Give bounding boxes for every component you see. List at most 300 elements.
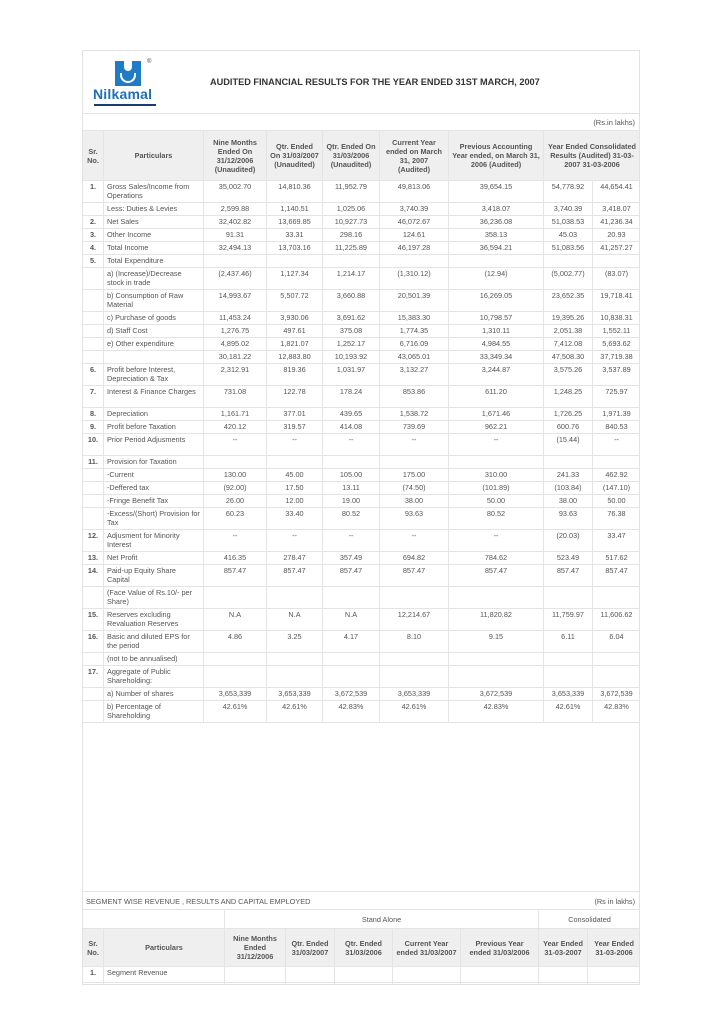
row-value: 32,494.13 bbox=[204, 242, 267, 255]
row-sr-no: 4. bbox=[83, 242, 104, 255]
table-row bbox=[83, 351, 641, 364]
row-value: 46,197.28 bbox=[380, 242, 449, 255]
segment-cell bbox=[393, 983, 461, 986]
row-particulars bbox=[104, 351, 204, 364]
row-particulars: -Excess/(Short) Provision for Tax bbox=[104, 508, 204, 530]
logo-text: Nilkamal bbox=[93, 86, 153, 102]
row-value: (74.50) bbox=[380, 482, 449, 495]
segment-cell bbox=[286, 967, 335, 983]
row-value bbox=[544, 666, 593, 688]
table-row bbox=[83, 229, 641, 242]
col-header-consolidated: Year Ended Consolidated Results (Audited) 31-03-2007 31-03-2006 bbox=[544, 131, 641, 181]
row-value: 462.92 bbox=[593, 469, 641, 482]
row-value: 38.00 bbox=[380, 495, 449, 508]
row-value bbox=[380, 456, 449, 469]
table-row bbox=[83, 565, 641, 587]
row-value: 6.04 bbox=[593, 631, 641, 653]
table-row bbox=[83, 364, 641, 386]
row-value: N.A bbox=[323, 609, 380, 631]
row-particulars: Provision for Taxation bbox=[104, 456, 204, 469]
row-value: 3,418.07 bbox=[593, 203, 641, 216]
row-value: 5,693.62 bbox=[593, 338, 641, 351]
row-value: 1,248.25 bbox=[544, 386, 593, 408]
row-value: 3,672,539 bbox=[323, 688, 380, 701]
row-value: 42.83% bbox=[593, 701, 641, 723]
row-value: 32,402.82 bbox=[204, 216, 267, 229]
row-sr-no: 13. bbox=[83, 552, 104, 565]
row-sr-no: 11. bbox=[83, 456, 104, 469]
row-value: 51,038.53 bbox=[544, 216, 593, 229]
row-value: 6,716.09 bbox=[380, 338, 449, 351]
row-particulars: Depreciation bbox=[104, 408, 204, 421]
row-value bbox=[449, 666, 544, 688]
row-value: 130.00 bbox=[204, 469, 267, 482]
row-value: -- bbox=[204, 434, 267, 456]
row-sr-no: 17. bbox=[83, 666, 104, 688]
row-sr-no bbox=[83, 469, 104, 482]
row-value: 49,813.06 bbox=[380, 181, 449, 203]
row-value: 5,507.72 bbox=[267, 290, 323, 312]
row-sr-no bbox=[83, 290, 104, 312]
row-value: 1,310.11 bbox=[449, 325, 544, 338]
row-value: 278.47 bbox=[267, 552, 323, 565]
col-header-particulars: Particulars bbox=[104, 131, 204, 181]
table-row bbox=[83, 631, 641, 653]
row-sr-no bbox=[83, 508, 104, 530]
row-sr-no: 16. bbox=[83, 631, 104, 653]
row-particulars: a) (Increase)/Decrease stock in trade bbox=[104, 268, 204, 290]
table-row bbox=[83, 609, 641, 631]
row-value: 1,276.75 bbox=[204, 325, 267, 338]
row-value: 12,214.67 bbox=[380, 609, 449, 631]
seg-col-header-nine-months: Nine Months Ended 31/12/2006 bbox=[225, 929, 286, 967]
document-title: AUDITED FINANCIAL RESULTS FOR THE YEAR ENDED 31ST MARCH, 2007 bbox=[210, 77, 540, 87]
row-value bbox=[593, 653, 641, 666]
table-row bbox=[83, 421, 641, 434]
row-value: 1,971.39 bbox=[593, 408, 641, 421]
registered-mark: ® bbox=[147, 59, 152, 65]
row-value: 11,759.97 bbox=[544, 609, 593, 631]
row-particulars: (Face Value of Rs.10/- per Share) bbox=[104, 587, 204, 609]
row-value: 35,002.70 bbox=[204, 181, 267, 203]
row-value: 43,065.01 bbox=[380, 351, 449, 364]
table-row bbox=[83, 408, 641, 421]
row-value: 76.38 bbox=[593, 508, 641, 530]
col-header-qtr-2007: Qtr. Ended On 31/03/2007 (Unaudited) bbox=[267, 131, 323, 181]
segment-cell bbox=[335, 983, 393, 986]
row-sr-no bbox=[83, 312, 104, 325]
row-value: 857.47 bbox=[267, 565, 323, 587]
row-value: 122.78 bbox=[267, 386, 323, 408]
row-value: -- bbox=[323, 530, 380, 552]
row-sr-no bbox=[83, 701, 104, 723]
table-row bbox=[83, 701, 641, 723]
row-particulars: Aggregate of Public Shareholding: bbox=[104, 666, 204, 688]
row-value: 857.47 bbox=[323, 565, 380, 587]
row-particulars: Net Profit bbox=[104, 552, 204, 565]
row-value bbox=[323, 456, 380, 469]
row-sr-no bbox=[83, 268, 104, 290]
row-value bbox=[204, 653, 267, 666]
row-value: 3,930.06 bbox=[267, 312, 323, 325]
row-value: 739.69 bbox=[380, 421, 449, 434]
row-value: 377.01 bbox=[267, 408, 323, 421]
row-value: 2,051.38 bbox=[544, 325, 593, 338]
row-value: (12.94) bbox=[449, 268, 544, 290]
segment-title-row bbox=[83, 891, 639, 910]
segment-cell bbox=[539, 983, 588, 986]
table-row bbox=[83, 242, 641, 255]
row-value: 39,654.15 bbox=[449, 181, 544, 203]
segment-cell bbox=[393, 967, 461, 983]
table-row bbox=[83, 338, 641, 351]
row-value: 41,257.27 bbox=[593, 242, 641, 255]
row-value bbox=[593, 666, 641, 688]
row-particulars: Paid-up Equity Share Capital bbox=[104, 565, 204, 587]
row-value: 857.47 bbox=[593, 565, 641, 587]
row-value: -- bbox=[267, 530, 323, 552]
row-sr-no: 14. bbox=[83, 565, 104, 587]
row-value bbox=[323, 587, 380, 609]
row-particulars: (not to be annualised) bbox=[104, 653, 204, 666]
segment-title: SEGMENT WISE REVENUE , RESULTS AND CAPITAL EMPLOYED bbox=[86, 897, 311, 906]
row-value bbox=[593, 255, 641, 268]
row-value: (103.84) bbox=[544, 482, 593, 495]
col-header-qtr-2006: Qtr. Ended On 31/03/2006 (Unaudited) bbox=[323, 131, 380, 181]
row-value: 6.11 bbox=[544, 631, 593, 653]
logo-underline bbox=[94, 104, 156, 106]
row-value: 13,703.16 bbox=[267, 242, 323, 255]
row-value: 10,927.73 bbox=[323, 216, 380, 229]
table-row bbox=[83, 688, 641, 701]
row-value bbox=[267, 456, 323, 469]
segment-row-sr: 1. bbox=[83, 967, 104, 983]
row-value: -- bbox=[449, 434, 544, 456]
row-sr-no bbox=[83, 587, 104, 609]
row-value: 2,312.91 bbox=[204, 364, 267, 386]
row-value bbox=[267, 255, 323, 268]
row-value: 175.00 bbox=[380, 469, 449, 482]
row-value bbox=[593, 587, 641, 609]
segment-cell bbox=[225, 983, 286, 986]
row-value: (83.07) bbox=[593, 268, 641, 290]
row-value bbox=[323, 653, 380, 666]
row-value: N.A bbox=[267, 609, 323, 631]
col-header-nine-months: Nine Months Ended On 31/12/2006 (Unaudited) bbox=[204, 131, 267, 181]
row-value: 375.08 bbox=[323, 325, 380, 338]
row-value: (147.10) bbox=[593, 482, 641, 495]
row-value: -- bbox=[449, 530, 544, 552]
row-value: 1,031.97 bbox=[323, 364, 380, 386]
row-value bbox=[267, 666, 323, 688]
row-value: 731.08 bbox=[204, 386, 267, 408]
table-row bbox=[83, 653, 641, 666]
segment-table bbox=[82, 909, 640, 985]
document-header bbox=[83, 51, 639, 114]
seg-col-header-year-2006: Year Ended 31-03-2006 bbox=[588, 929, 640, 967]
row-value bbox=[380, 587, 449, 609]
row-value bbox=[204, 456, 267, 469]
row-value: 33,349.34 bbox=[449, 351, 544, 364]
row-particulars: Basic and diluted EPS for the period bbox=[104, 631, 204, 653]
seg-col-header-current-year: Current Year ended 31/03/2007 bbox=[393, 929, 461, 967]
row-value: 1,552.11 bbox=[593, 325, 641, 338]
row-sr-no bbox=[83, 653, 104, 666]
row-value: 11,820.82 bbox=[449, 609, 544, 631]
row-particulars: -Deffered tax bbox=[104, 482, 204, 495]
col-header-current-year: Current Year ended on March 31, 2007 (Audited) bbox=[380, 131, 449, 181]
row-value: 178.24 bbox=[323, 386, 380, 408]
table-row bbox=[83, 456, 641, 469]
row-value: 857.47 bbox=[380, 565, 449, 587]
row-particulars: Total Income bbox=[104, 242, 204, 255]
row-value: 20.93 bbox=[593, 229, 641, 242]
segment-row bbox=[83, 967, 641, 983]
row-value: 497.61 bbox=[267, 325, 323, 338]
row-sr-no bbox=[83, 351, 104, 364]
table-row bbox=[83, 508, 641, 530]
row-value: -- bbox=[380, 434, 449, 456]
row-value: 3,691.62 bbox=[323, 312, 380, 325]
row-value bbox=[267, 653, 323, 666]
row-value: 26.00 bbox=[204, 495, 267, 508]
row-value: 11,225.89 bbox=[323, 242, 380, 255]
segment-cell bbox=[225, 967, 286, 983]
row-value: 517.62 bbox=[593, 552, 641, 565]
row-sr-no bbox=[83, 325, 104, 338]
row-value: 3,653,339 bbox=[267, 688, 323, 701]
row-value: 3,653,339 bbox=[544, 688, 593, 701]
row-particulars: -Current bbox=[104, 469, 204, 482]
row-particulars: e) Other expenditure bbox=[104, 338, 204, 351]
row-value: 9.15 bbox=[449, 631, 544, 653]
row-value: 50.00 bbox=[449, 495, 544, 508]
row-value: 439.65 bbox=[323, 408, 380, 421]
row-value bbox=[449, 653, 544, 666]
row-value: 54,778.92 bbox=[544, 181, 593, 203]
row-particulars: Prior Period Adjusments bbox=[104, 434, 204, 456]
row-value bbox=[323, 666, 380, 688]
row-sr-no: 7. bbox=[83, 386, 104, 408]
row-value: 11,453.24 bbox=[204, 312, 267, 325]
row-value bbox=[544, 456, 593, 469]
row-value: 3,740.39 bbox=[544, 203, 593, 216]
row-value bbox=[380, 255, 449, 268]
table-row bbox=[83, 255, 641, 268]
row-value: 47,508.30 bbox=[544, 351, 593, 364]
row-value: 42.61% bbox=[204, 701, 267, 723]
row-value: 3,575.26 bbox=[544, 364, 593, 386]
row-value: 3,660.88 bbox=[323, 290, 380, 312]
row-value: 962.21 bbox=[449, 421, 544, 434]
row-particulars: Other Income bbox=[104, 229, 204, 242]
segment-cell bbox=[461, 983, 539, 986]
row-value bbox=[323, 255, 380, 268]
row-value bbox=[380, 653, 449, 666]
row-value: 80.52 bbox=[449, 508, 544, 530]
row-value: 1,252.17 bbox=[323, 338, 380, 351]
row-value: 45.00 bbox=[267, 469, 323, 482]
row-value: (1,310.12) bbox=[380, 268, 449, 290]
row-value bbox=[204, 255, 267, 268]
row-value: (20.03) bbox=[544, 530, 593, 552]
row-value: 14,810.36 bbox=[267, 181, 323, 203]
row-value: 12,883.80 bbox=[267, 351, 323, 364]
row-value: (101.89) bbox=[449, 482, 544, 495]
row-particulars: Profit before Interest, Depreciation & Tax bbox=[104, 364, 204, 386]
row-sr-no: 1. bbox=[83, 181, 104, 203]
row-value: N.A bbox=[204, 609, 267, 631]
row-value: 694.82 bbox=[380, 552, 449, 565]
row-value: 358.13 bbox=[449, 229, 544, 242]
row-value: 319.57 bbox=[267, 421, 323, 434]
table-row bbox=[83, 312, 641, 325]
row-value: 1,821.07 bbox=[267, 338, 323, 351]
row-value: 1,025.06 bbox=[323, 203, 380, 216]
results-table-body bbox=[83, 181, 641, 723]
row-value: 3,244.87 bbox=[449, 364, 544, 386]
row-value: 105.00 bbox=[323, 469, 380, 482]
units-label: (Rs.in lakhs) bbox=[593, 118, 635, 127]
row-value: 93.63 bbox=[380, 508, 449, 530]
row-value bbox=[204, 587, 267, 609]
row-value: 15,383.30 bbox=[380, 312, 449, 325]
row-value: 23,652.35 bbox=[544, 290, 593, 312]
row-value: 14,993.67 bbox=[204, 290, 267, 312]
row-value: 33.47 bbox=[593, 530, 641, 552]
row-value: 19,395.26 bbox=[544, 312, 593, 325]
row-value: 50.00 bbox=[593, 495, 641, 508]
row-value: 4,984.55 bbox=[449, 338, 544, 351]
row-value: 857.47 bbox=[449, 565, 544, 587]
row-value bbox=[544, 587, 593, 609]
row-value: 7,412.08 bbox=[544, 338, 593, 351]
row-particulars: a) Number of shares bbox=[104, 688, 204, 701]
row-value: 42.83% bbox=[449, 701, 544, 723]
segment-cell bbox=[104, 983, 225, 986]
row-value: -- bbox=[323, 434, 380, 456]
row-value: 60.23 bbox=[204, 508, 267, 530]
row-value: 523.49 bbox=[544, 552, 593, 565]
row-sr-no: 5. bbox=[83, 255, 104, 268]
table-row bbox=[83, 203, 641, 216]
row-value: 4.86 bbox=[204, 631, 267, 653]
segment-cell bbox=[588, 967, 640, 983]
row-value: 20,501.39 bbox=[380, 290, 449, 312]
row-value: -- bbox=[380, 530, 449, 552]
row-sr-no: 15. bbox=[83, 609, 104, 631]
row-value: 857.47 bbox=[544, 565, 593, 587]
row-value: 33.31 bbox=[267, 229, 323, 242]
row-value: 51,083.56 bbox=[544, 242, 593, 255]
row-particulars: Reserves excluding Revaluation Reserves bbox=[104, 609, 204, 631]
row-value: 4.17 bbox=[323, 631, 380, 653]
row-value bbox=[204, 666, 267, 688]
table-row bbox=[83, 268, 641, 290]
row-value: 36,594.21 bbox=[449, 242, 544, 255]
segment-cell bbox=[83, 983, 104, 986]
row-value: -- bbox=[267, 434, 323, 456]
row-sr-no: 2. bbox=[83, 216, 104, 229]
row-sr-no: 9. bbox=[83, 421, 104, 434]
row-value: 3,132.27 bbox=[380, 364, 449, 386]
row-sr-no: 3. bbox=[83, 229, 104, 242]
row-sr-no bbox=[83, 338, 104, 351]
row-particulars: c) Purchase of goods bbox=[104, 312, 204, 325]
row-value: 1,538.72 bbox=[380, 408, 449, 421]
row-particulars: Gross Sales/Income from Operations bbox=[104, 181, 204, 203]
table-row bbox=[83, 495, 641, 508]
row-value: (92.00) bbox=[204, 482, 267, 495]
row-value: 37,719.38 bbox=[593, 351, 641, 364]
row-value bbox=[267, 587, 323, 609]
segment-row-empty bbox=[83, 983, 641, 986]
row-value: 819.36 bbox=[267, 364, 323, 386]
table-row bbox=[83, 482, 641, 495]
seg-col-header-sr: Sr. No. bbox=[83, 929, 104, 967]
table-row bbox=[83, 666, 641, 688]
row-value: 10,798.57 bbox=[449, 312, 544, 325]
row-value: 91.31 bbox=[204, 229, 267, 242]
row-sr-no: 6. bbox=[83, 364, 104, 386]
row-value: 298.16 bbox=[323, 229, 380, 242]
row-value: 1,671.46 bbox=[449, 408, 544, 421]
row-value: 33.40 bbox=[267, 508, 323, 530]
row-value: 38.00 bbox=[544, 495, 593, 508]
segment-units: (Rs in lakhs) bbox=[594, 897, 635, 906]
row-value: 44,654.41 bbox=[593, 181, 641, 203]
segment-group-standalone: Stand Alone bbox=[225, 910, 539, 929]
row-particulars: Total Expenditure bbox=[104, 255, 204, 268]
row-value: 3,537.89 bbox=[593, 364, 641, 386]
row-value: 12.00 bbox=[267, 495, 323, 508]
row-sr-no bbox=[83, 495, 104, 508]
row-value: 357.49 bbox=[323, 552, 380, 565]
table-row bbox=[83, 552, 641, 565]
row-particulars: b) Percentage of Shareholding bbox=[104, 701, 204, 723]
row-value: 1,140.51 bbox=[267, 203, 323, 216]
row-value: 611.20 bbox=[449, 386, 544, 408]
row-value: 80.52 bbox=[323, 508, 380, 530]
row-value: 19,718.41 bbox=[593, 290, 641, 312]
row-value: 45.03 bbox=[544, 229, 593, 242]
results-table bbox=[82, 130, 640, 723]
row-value: 124.61 bbox=[380, 229, 449, 242]
row-value: 19.00 bbox=[323, 495, 380, 508]
table-row bbox=[83, 530, 641, 552]
row-value: 93.63 bbox=[544, 508, 593, 530]
row-particulars: Net Sales bbox=[104, 216, 204, 229]
row-particulars: -Fringe Benefit Tax bbox=[104, 495, 204, 508]
row-particulars: b) Consumption of Raw Material bbox=[104, 290, 204, 312]
row-particulars: Profit before Taxation bbox=[104, 421, 204, 434]
row-value: 1,161.71 bbox=[204, 408, 267, 421]
seg-col-header-qtr-2007: Qtr. Ended 31/03/2007 bbox=[286, 929, 335, 967]
row-value: 36,236.08 bbox=[449, 216, 544, 229]
row-value: 853.86 bbox=[380, 386, 449, 408]
row-value: 11,606.62 bbox=[593, 609, 641, 631]
row-value bbox=[449, 456, 544, 469]
table-row bbox=[83, 587, 641, 609]
row-value: 42.61% bbox=[380, 701, 449, 723]
row-value: 2,599.88 bbox=[204, 203, 267, 216]
row-value: 42.83% bbox=[323, 701, 380, 723]
row-value: 30,181.22 bbox=[204, 351, 267, 364]
row-value: 16,269.05 bbox=[449, 290, 544, 312]
table-row bbox=[83, 469, 641, 482]
segment-cell bbox=[461, 967, 539, 983]
row-value: 11,952.79 bbox=[323, 181, 380, 203]
